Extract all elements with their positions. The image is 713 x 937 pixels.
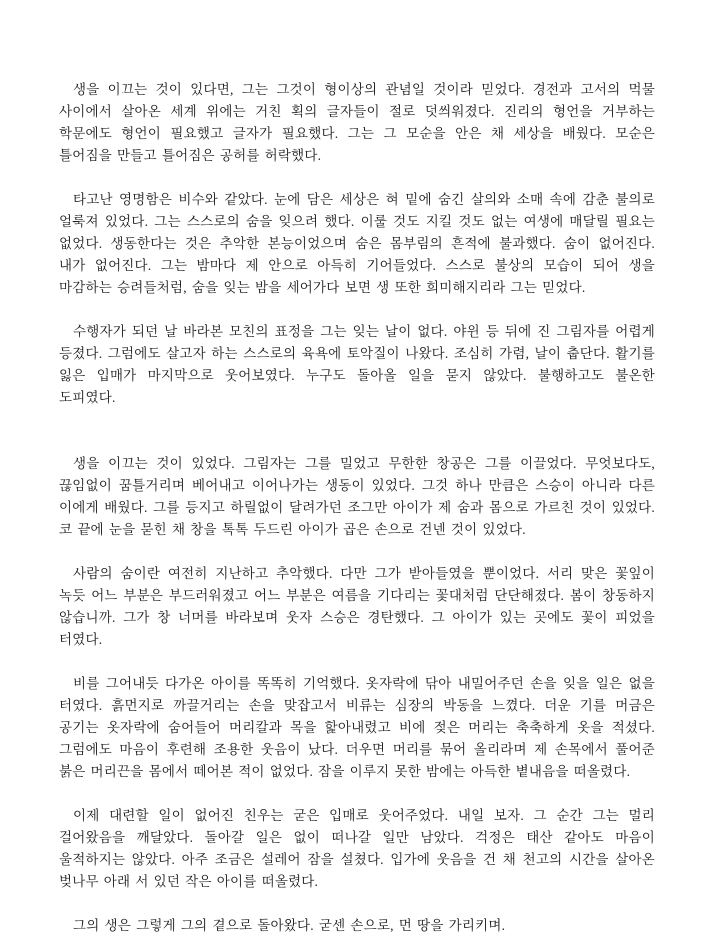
paragraph-scene-break: 생을 이끄는 것이 있었다. 그림자는 그를 밀었고 무한한 창공은 그를 이끌었다. 무엇보다도, 끊임없이 꿈틀거리며 베어내고 이어나가는 생동이 있었다. 그것 하나 만큼은 스승이 아니라 다른 이에게 배웠다. 그를 등지고 하릴없이 달려가던 조그만 아이가 제 숨과 몸으로 가르친 것이 있었다. 코 끝에 눈을 묻힌 채 창을 톡톡 두드린 아이가 곱은 손으로 건넨 것이 있었다. — [59, 456, 655, 537]
paragraph: 사람의 숨이란 여전히 지난하고 추악했다. 다만 그가 받아들였을 뿐이었다. 서리 맞은 꽃잎이 녹듯 어느 부분은 부드러워졌고 어느 부분은 여름을 기다리는 꽃대처럼 단단해졌다. 봄이 창동하지 않습니까. 그가 창 너머를 바라보며 웃자 스승은 경탄했다. 그 아이가 있는 곳에도 꽃이 피었을 터였다. — [59, 566, 655, 647]
paragraph: 비를 그어내듯 다가온 아이를 똑똑히 기억했다. 옷자락에 닦아 내밀어주던 손을 잊을 일은 없을 터였다. 흙먼지로 까끌거리는 손을 맞잡고서 비류는 심장의 박동을 느꼈다. 더운 기를 머금은 공기는 옷자락에 숨어들어 머리칼과 목을 핥아내렸고 비에 젖은 머리는 축축하게 옷을 적셨다. 그럼에도 마음이 후련해 조용한 웃음이 났다. 더우면 머리를 묶어 올리라며 제 손목에서 풀어준 붉은 머리끈을 몸에서 떼어본 적이 없었다. 잠을 이루지 못한 밤에는 아득한 볕내음을 떠올렸다. — [59, 676, 655, 779]
paragraph: 타고난 영명함은 비수와 같았다. 눈에 담은 세상은 혀 밑에 숨긴 살의와 소매 속에 감춘 불의로 얼룩져 있었다. 그는 스스로의 숨을 잊으려 했다. 이룰 것도 지킬 것도 없는 여생에 매달릴 필요는 없었다. 생동한다는 것은 추악한 본능이었으며 숨은 몸부림의 흔적에 불과했다. 숨이 없어진다. 내가 없어진다. 그는 밤마다 제 안으로 아득히 기어들었다. 스스로 불상의 모습이 되어 생을 마감하는 승려들처럼, 숨을 잊는 밤을 세어가다 보면 생 또한 희미해지리라 그는 믿었다. — [59, 192, 655, 295]
paragraph: 그의 생은 그렇게 그의 곁으로 돌아왔다. 굳센 손으로, 먼 땅을 가리키며. — [73, 918, 506, 933]
paragraph: 수행자가 되던 날 바라본 모친의 표정을 그는 잊는 날이 없다. 야윈 등 뒤에 진 그림자를 어렵게 등졌다. 그럼에도 살고자 하는 스스로의 육욕에 토악질이 나왔다. 조심히 가렴, 날이 춥단다. 활기를 잃은 입매가 마지막으로 웃어보였다. 누구도 돌아올 일을 묻지 않았다. 불행하고도 불온한 도피였다. — [59, 324, 655, 405]
paragraph: 이제 대련할 일이 없어진 친우는 굳은 입매로 웃어주었다. 내일 보자. 그 순간 그는 멀리 걸어왔음을 깨달았다. 돌아갈 일은 없이 떠나갈 일만 남았다. 걱정은 태산 같아도 마음이 울적하지는 않았다. 아주 조금은 설레어 잠을 설쳤다. 입가에 웃음을 건 채 천고의 시간을 살아온 벚나무 아래 서 있던 작은 아이를 떠올렸다. — [59, 808, 655, 889]
paragraph: 생을 이끄는 것이 있다면, 그는 그것이 형이상의 관념일 것이라 믿었다. 경전과 고서의 먹물 사이에서 살아온 세계 위에는 거친 획의 글자들이 절로 덧씌워졌다. 진리의 형언을 거부하는 학문에도 형언이 필요했고 글자가 필요했다. 그는 그 모순을 안은 채 세상을 배웠다. 모순은 틀어짐을 만들고 틀어짐은 공허를 허락했다. — [59, 82, 655, 163]
